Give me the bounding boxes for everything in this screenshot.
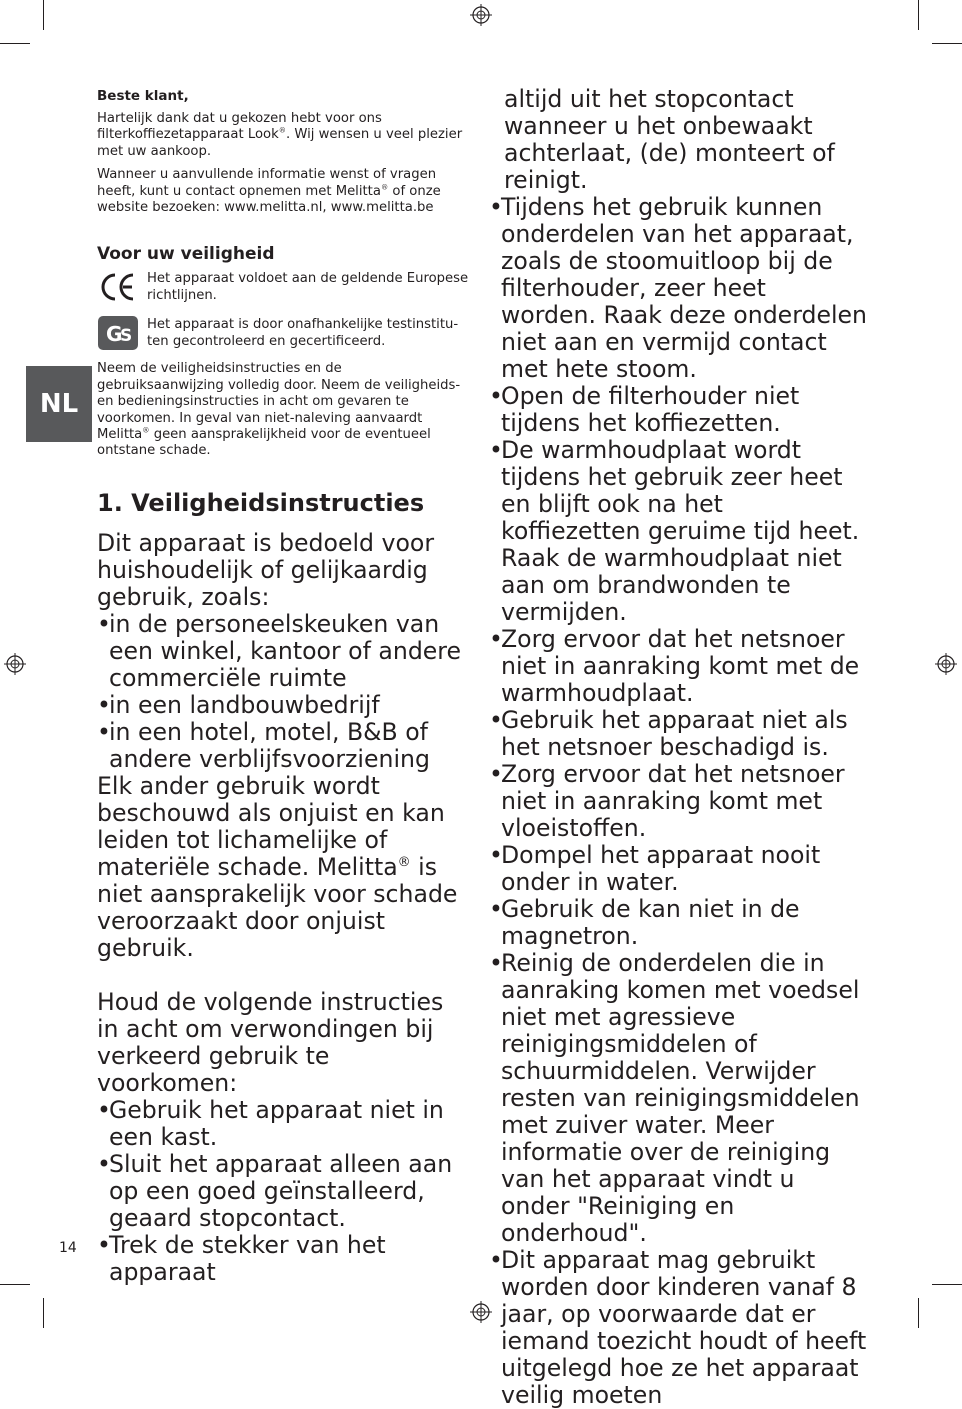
list-item: • Zorg ervoor dat het netsnoer niet in aanraking komt met de warmhoudplaat. [489,626,867,707]
ce-certification-text: Het apparaat voldoet aan de geldende Europese richtlijnen. [147,271,469,303]
contact-paragraph: Wanneer u aanvullende informatie wenst of vragen heeft, kunt u contact opnemen met Melitta® of onze website bezoeken: www.melitta.nl, www.melitta.be [97,167,441,216]
list-item: • Reinig de onderdelen die in aanraking komen met voedsel niet met agressieve reinigingsmiddelen of schuurmiddelen. Verwijder resten van reinigingsmiddelen met zuiver water. Meer informatie over de reiniging van het apparaat vindt u onder "Reiniging en onderhoud". [489,950,867,1247]
list-item: • De warmhoudplaat wordt tijdens het gebruik zeer heet en blijft ook na het koffiezetten geruime tijd heet. Raak de warmhoudplaat niet aan om brandwonden te vermijden. [489,437,867,626]
left-safety-list [97,1097,469,1286]
list-item: • Dompel het apparaat nooit onder in water. [489,842,867,896]
gs-mark-icon [97,315,139,351]
safety-warning-paragraph: Neem de veiligheidsinstructies en de gebruiksaanwijzing volledig door. Neem de veiligheids- en bedieningsinstructies in acht om gevaren te voorkomen. In geval van niet-naleving aanvaardt Melitta® geen aansprakelijkheid voor de eventueel ontstane schade. [97,361,461,459]
list-item: • Dit apparaat mag gebruikt worden door kinderen vanaf 8 jaar, op voorwaarde dat er iemand toezicht houdt of heeft uitgelegd hoe ze het apparaat veilig moeten [489,1247,867,1409]
gs-certification-text: Het apparaat is door onafhankelijke testinstitu-ten gecontroleerd en gecertificeerd. [147,317,459,349]
crop-mark [0,43,30,44]
ce-mark-icon [97,269,139,305]
misuse-paragraph: Elk ander gebruik wordt beschouwd als onjuist en kan leiden tot lichamelijke of materiële schade. Melitta® is niet aansprakelijk voor schade veroorzaakt door onjuist gebruik. [97,771,458,962]
list-item: • Tijdens het gebruik kunnen onderdelen van het apparaat, zoals de stoomuitloop bij de filterhouder, zeer heet worden. Raak deze onderdelen niet aan en vermijd contact met hete stoom. [489,194,867,383]
right-column [489,86,867,1409]
registration-mark-icon [935,653,957,675]
registration-mark-icon [4,653,26,675]
list-item: • in een landbouwbedrijf [97,692,469,719]
section-title: 1. Veiligheidsinstructies [97,488,425,517]
svg-text:G: G [106,322,123,347]
list-item: • Zorg ervoor dat het netsnoer niet in aanraking komt met vloeistoffen. [489,761,867,842]
crop-mark [43,1298,44,1328]
crop-mark [43,0,44,30]
left-column [97,88,469,1286]
intended-use-paragraph: Dit apparaat is bedoeld voor huishoudelijk of gelijkaardig gebruik, zoals: [97,528,435,611]
crop-mark [0,1284,30,1285]
list-item: • Sluit het apparaat alleen aan op een goed geïnstalleerd, geaard stopcontact. [97,1151,469,1232]
page-number: 14 [59,1240,77,1256]
list-item: • in de personeelskeuken van een winkel, kantoor of andere commerciële ruimte [97,611,469,692]
right-safety-list [489,194,867,1409]
list-item: • Trek de stekker van het apparaat [97,1232,469,1286]
intro-paragraph: Hartelijk dank dat u gekozen hebt voor ons filterkoffiezetapparaat Look®. Wij wensen u veel plezier met uw aankoop. [97,111,463,159]
crop-mark [932,43,962,44]
follow-instructions-paragraph: Houd de volgende instructies in acht om verwondingen bij verkeerd gebruik te voorkomen: [97,987,444,1097]
greeting: Beste klant, [97,88,189,104]
list-item: • Open de filterhouder niet tijdens het koffiezetten. [489,383,867,437]
svg-text:S: S [120,326,133,347]
list-item: • Gebruik de kan niet in de magnetron. [489,896,867,950]
ce-certification [97,269,469,305]
crop-mark [918,1298,919,1328]
crop-mark [932,1284,962,1285]
gs-certification [97,315,469,351]
list-item: • Gebruik het apparaat niet in een kast. [97,1097,469,1151]
continuation-text: altijd uit het stopcontact wanneer u het onbewaakt achterlaat, (de) monteert of reinigt. [504,85,835,194]
registration-mark-icon [470,4,492,26]
list-item: • Gebruik het apparaat niet als het netsnoer beschadigd is. [489,707,867,761]
list-item: • in een hotel, motel, B&B of andere verblijfsvoorziening [97,719,469,773]
intended-use-list [97,611,469,773]
crop-mark [918,0,919,30]
safety-heading: Voor uw veiligheid [97,244,275,265]
language-tab: NL [26,366,92,442]
